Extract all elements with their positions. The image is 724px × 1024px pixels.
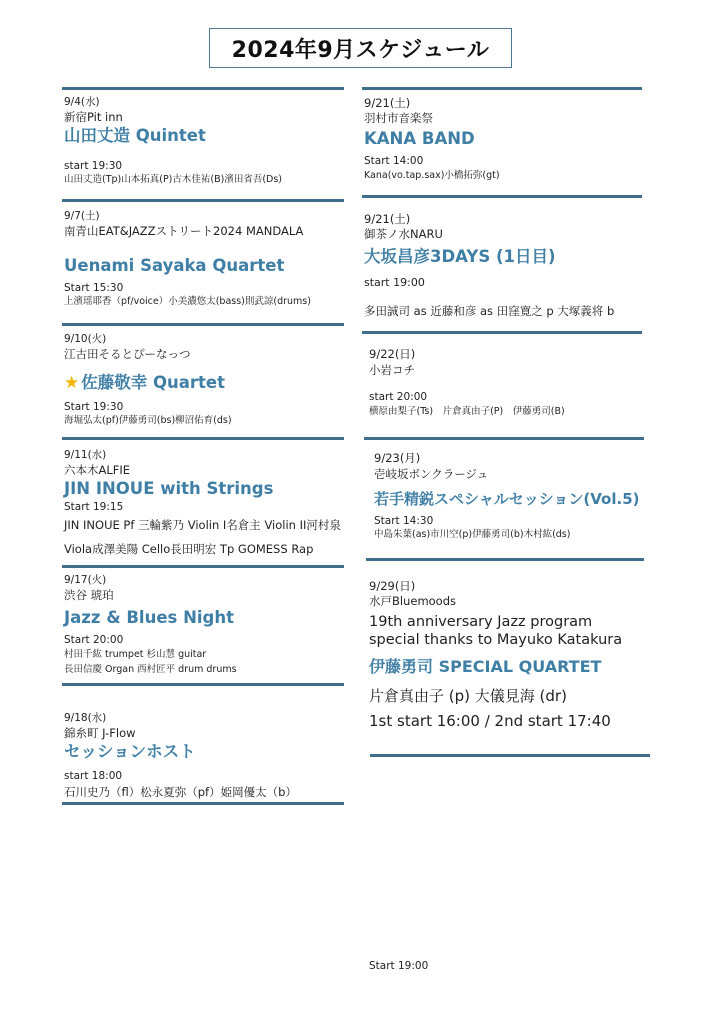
event-members: 村田千紘 trumpet 杉山慧 guitar (64, 649, 207, 660)
event-venue: 水戸Bluemoods (369, 594, 457, 608)
event-members: 海堀弘太(pf)伊藤勇司(bs)柳沼佑育(ds) (64, 415, 232, 426)
event-0929 (369, 580, 622, 731)
event-venue: 御茶ノ水NARU (364, 227, 443, 241)
footer-start-time: Start 19:00 (369, 960, 429, 972)
event-0921-hamura (364, 97, 500, 184)
divider (62, 683, 344, 686)
divider (366, 558, 644, 561)
event-venue: 渋谷 琥珀 (64, 588, 114, 602)
event-start: Start 19:15 (64, 501, 124, 513)
event-date: 9/18(水) (64, 712, 107, 724)
event-0918 (64, 712, 297, 801)
event-start: Start 14:00 (364, 155, 424, 167)
divider (62, 802, 344, 805)
event-start: start 18:00 (64, 770, 123, 782)
divider (364, 437, 644, 440)
event-date: 9/23(月) (374, 451, 421, 465)
event-venue: 六本木ALFIE (64, 463, 131, 477)
event-0922 (369, 346, 565, 420)
event-note: 19th anniversary Jazz program (369, 614, 593, 630)
event-members: 石川史乃（fl）松永夏弥（pf）姫岡優太（b） (64, 785, 297, 799)
event-title-row (64, 372, 232, 394)
event-members: 多田誠司 as 近藤和彦 as 田窪寛之 p 大塚義将 b (364, 304, 615, 318)
event-members: JIN INOUE Pf 三輪紫乃 Violin I名倉主 Violin II河村泉 (64, 518, 341, 532)
divider (62, 199, 344, 202)
event-venue: 羽村市音楽祭 (364, 111, 433, 125)
event-date: 9/29(日) (369, 579, 416, 593)
divider (62, 323, 344, 326)
event-title: Uenami Sayaka Quartet (64, 256, 285, 275)
event-note: special thanks to Mayuko Katakura (369, 632, 623, 648)
event-venue: 錦糸町 J-Flow (64, 726, 136, 740)
event-start: Start 14:30 (374, 515, 434, 527)
event-start: Start 19:30 (64, 401, 124, 413)
event-title: 山田丈造 Quintet (64, 126, 206, 145)
event-0917 (64, 574, 237, 677)
event-date: 9/22(日) (369, 347, 416, 361)
event-title: 大坂昌彦3DAYS (1日目) (364, 247, 556, 266)
page-title: 2024年9月スケジュール (209, 28, 512, 68)
event-times: 1st start 16:00 / 2nd start 17:40 (369, 712, 611, 730)
event-0910 (64, 333, 232, 427)
event-date: 9/21(土) (364, 212, 411, 226)
event-members: 横原由梨子(Ts) 片倉真由子(P) 伊藤勇司(B) (369, 406, 565, 417)
event-members: 山田丈造(Tp)山本拓真(P)古木佳祐(B)濱田省吾(Ds) (64, 174, 282, 185)
divider (62, 437, 344, 440)
event-start: Start 20:00 (64, 634, 124, 646)
event-start: start 19:00 (364, 276, 425, 289)
event-0911 (64, 449, 341, 560)
divider (62, 565, 344, 568)
event-date: 9/17(火) (64, 574, 107, 586)
divider (370, 754, 650, 757)
event-start: Start 15:30 (64, 282, 124, 294)
event-venue: 江古田そるとぴーなっつ (64, 347, 191, 361)
event-title: JIN INOUE with Strings (64, 479, 274, 498)
event-date: 9/11(水) (64, 449, 107, 461)
event-members: Kana(vo.tap.sax)小橋拓弥(gt) (364, 170, 500, 181)
event-venue: 新宿Pit inn (64, 110, 123, 124)
event-0921-naru (364, 213, 614, 322)
event-members: 上濱瑶耶香（pf/voice）小美濃悠太(bass)則武諒(drums) (64, 296, 311, 307)
event-date: 9/10(火) (64, 333, 107, 345)
event-venue: 南青山EAT&JAZZストリート2024 MANDALA (64, 224, 304, 238)
event-members: Viola成澤美陽 Cello長田明宏 Tp GOMESS Rap (64, 542, 314, 556)
event-0923 (374, 450, 639, 542)
event-start: start 20:00 (369, 391, 428, 403)
event-members: 片倉真由子 (p) 大儀見海 (dr) (369, 687, 567, 705)
star-icon: ★ (64, 373, 80, 393)
event-title: Jazz & Blues Night (64, 608, 235, 627)
divider (62, 87, 344, 90)
event-0904 (64, 96, 282, 186)
event-0907 (64, 210, 311, 308)
event-date: 9/4(水) (64, 96, 100, 108)
divider (362, 331, 642, 334)
event-title: 伊藤勇司 SPECIAL QUARTET (369, 657, 602, 676)
event-members: 中島朱葉(as)市川空(p)伊藤勇司(b)木村紘(ds) (374, 529, 571, 540)
event-venue: 小岩コチ (369, 363, 415, 377)
event-date: 9/7(土) (64, 210, 100, 222)
divider (362, 195, 642, 198)
event-title: KANA BAND (364, 129, 475, 148)
event-start: start 19:30 (64, 160, 123, 172)
event-title: セッションホスト (64, 742, 196, 761)
event-date: 9/21(土) (364, 96, 411, 110)
event-title: 若手精鋭スペシャルセッション(Vol.5) (374, 490, 640, 508)
event-venue: 壱岐坂ボンクラージュ (374, 467, 489, 481)
event-members: 長田信慶 Organ 西村匠平 drum drums (64, 664, 237, 675)
event-title: 佐藤敬幸 Quartet (81, 373, 226, 392)
divider (362, 87, 642, 90)
